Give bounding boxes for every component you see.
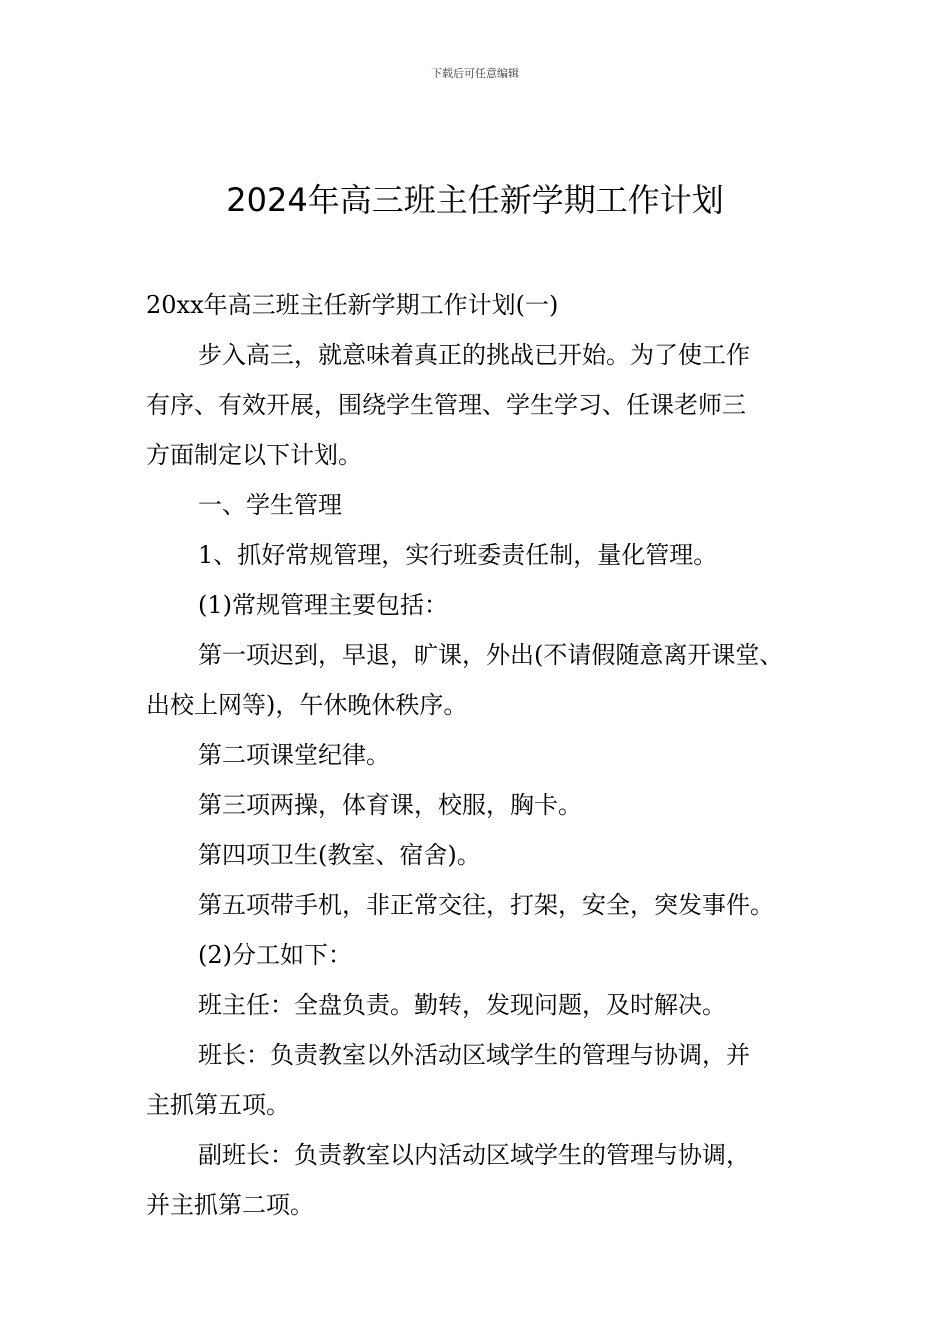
- paragraph-line: 第四项卫生(教室、宿舍)。: [198, 841, 481, 869]
- paragraph-line: 第二项课堂纪律。: [198, 741, 390, 769]
- paragraph-line: (2)分工如下：: [198, 941, 352, 969]
- paragraph-line: 出校上网等)，午休晚休秩序。: [146, 691, 468, 719]
- paragraph-line: 第一项迟到，早退，旷课，外出(不请假随意离开课堂、: [198, 641, 784, 669]
- paragraph-line: 1、抓好常规管理，实行班委责任制，量化管理。: [198, 541, 718, 569]
- paragraph-line: 并主抓第二项。: [146, 1191, 314, 1219]
- paragraph-line: 第三项两操，体育课，校服，胸卡。: [198, 791, 582, 819]
- paragraph-line: 方面制定以下计划。: [146, 441, 362, 469]
- section-heading: 一、学生管理: [198, 491, 342, 519]
- paragraph-line: 有序、有效开展，围绕学生管理、学生学习、任课老师三: [146, 391, 746, 419]
- header-note: 下载后可任意编辑: [431, 67, 519, 80]
- document-body: [146, 280, 826, 1230]
- paragraph-line: 主抓第五项。: [146, 1091, 290, 1119]
- paragraph-line: 班主任：全盘负责。勤转，发现问题，及时解决。: [198, 991, 726, 1019]
- paragraph-line: 副班长：负责教室以内活动区域学生的管理与协调，: [198, 1141, 750, 1169]
- paragraph-line: (1)常规管理主要包括：: [198, 591, 448, 619]
- subtitle-line: 20xx年高三班主任新学期工作计划(一): [146, 291, 559, 319]
- paragraph-line: 步入高三，就意味着真正的挑战已开始。为了使工作: [198, 341, 750, 369]
- paragraph-line: 班长：负责教室以外活动区域学生的管理与协调，并: [198, 1041, 750, 1069]
- paragraph-line: 第五项带手机，非正常交往，打架，安全，突发事件。: [198, 891, 774, 919]
- document-title: 2024年高三班主任新学期工作计划: [226, 181, 724, 219]
